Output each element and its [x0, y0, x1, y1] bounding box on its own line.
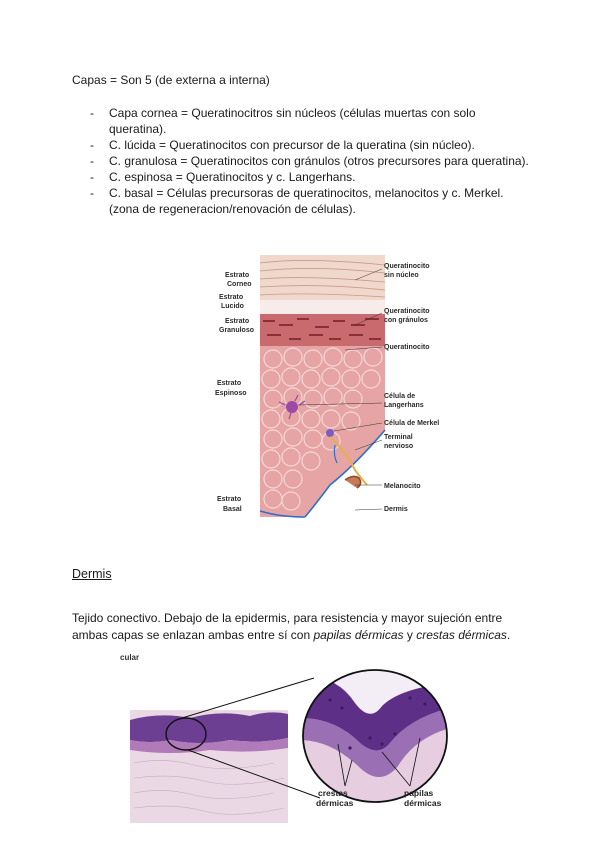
list-item: [72, 137, 532, 153]
label-celula-langerhans-2: Langerhans: [384, 402, 424, 409]
layer-text: C. basal = Células precursoras de queratinocitos, melanocitos y c. Merkel. (zona de regeneracion/renovación de células).: [109, 186, 504, 216]
dermis-paragraph: [72, 610, 532, 644]
epidermis-band: [130, 712, 288, 743]
label-terminal-nervioso-1: Terminal: [384, 434, 413, 441]
list-item: [72, 185, 532, 217]
melanocyte: [345, 476, 361, 488]
label-dermis: Dermis: [384, 506, 408, 513]
label-terminal-nervioso-2: nervioso: [384, 443, 414, 450]
label-estrato-basal-2: Basal: [223, 506, 242, 513]
label-estrato-basal-1: Estrato: [217, 496, 242, 503]
merkel-cell: [326, 429, 334, 437]
dermis-text: Tejido conectivo. Debajo de la epidermis, para resistencia y mayor sujeción entre ambas capas se enlazan ambas entre sí con: [72, 611, 503, 642]
dermis-micrograph: [120, 648, 460, 823]
cropped-caption: cular: [120, 653, 140, 662]
layers-intro: Capas = Son 5 (de externa a interna): [72, 73, 270, 87]
layer-list: [72, 105, 532, 217]
label-queratinocito: Queratinocito: [384, 344, 430, 351]
label-crestas-1: crestas: [318, 788, 348, 798]
zoomed-detail: [300, 668, 450, 808]
bullet-dash: -: [90, 138, 94, 152]
label-estrato-lucido-1: Estrato: [219, 294, 244, 301]
label-celula-langerhans-1: Célula de: [384, 393, 416, 400]
list-item: [72, 169, 532, 185]
bullet-dash: -: [90, 106, 94, 120]
label-estrato-corneo-1: Estrato: [225, 272, 250, 279]
label-melanocito: Melanocito: [384, 483, 421, 490]
bullet-dash: -: [90, 170, 94, 184]
layer-text: C. espinosa = Queratinocitos y c. Langerhans.: [109, 170, 356, 184]
dermis-end: .: [506, 628, 511, 642]
label-papilas-2: dérmicas: [404, 798, 442, 808]
epidermis-illustration: [205, 255, 445, 523]
label-celula-merkel: Célula de Merkel: [384, 420, 440, 427]
label-estrato-granuloso-1: Estrato: [225, 318, 250, 325]
layer-text: C. lúcida = Queratinocitos con precursor de la queratina (sin núcleo).: [109, 138, 475, 152]
dermis-heading: Dermis: [72, 567, 112, 581]
label-queratinocito-granulos-1: Queratinocito: [384, 308, 430, 315]
label-queratinocito-sin-nucleo-1: Queratinocito: [384, 263, 430, 270]
label-estrato-granuloso-2: Granuloso: [219, 327, 255, 334]
list-item: [72, 153, 532, 169]
label-estrato-espinoso-1: Estrato: [217, 380, 242, 387]
label-queratinocito-granulos-2: con gránulos: [384, 317, 428, 324]
label-estrato-lucido-2: Lucido: [221, 303, 244, 310]
term-papilas: papilas dérmicas: [313, 628, 404, 642]
bullet-dash: -: [90, 186, 94, 200]
term-crestas: crestas dérmicas: [416, 628, 507, 642]
label-estrato-corneo-2: Corneo: [227, 281, 252, 288]
bullet-dash: -: [90, 154, 94, 168]
label-estrato-espinoso-2: Espinoso: [215, 390, 247, 397]
lucid-layer: [260, 300, 385, 314]
list-item: [72, 105, 532, 137]
dermis-connector: y: [403, 628, 417, 642]
layer-text: Capa cornea = Queratinocitros sin núcleos (células muertas con solo queratina).: [109, 106, 476, 136]
layer-text: C. granulosa = Queratinocitos con gránulos (otros precursores para queratina).: [109, 154, 529, 168]
label-crestas-2: dérmicas: [316, 798, 354, 808]
label-papilas-1: papilas: [404, 788, 434, 798]
label-queratinocito-sin-nucleo-2: sin núcleo: [384, 272, 419, 279]
